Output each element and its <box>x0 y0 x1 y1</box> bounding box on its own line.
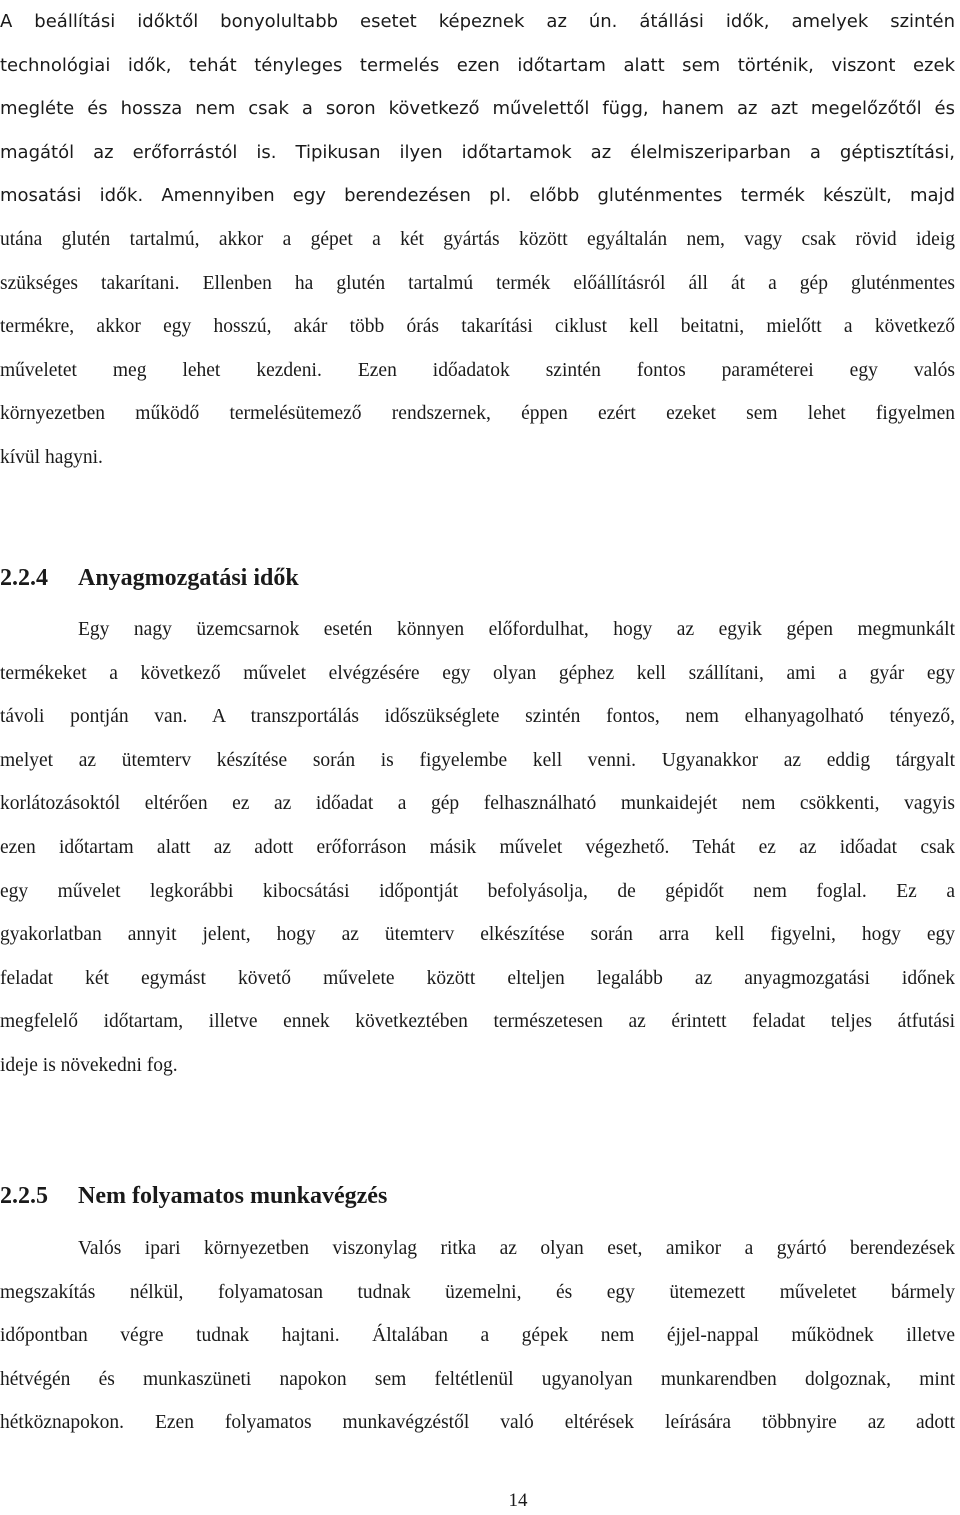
text-line: ideje is növekedni fog. <box>0 1054 178 1076</box>
text-line: utána glutén tartalmú, akkor a gépet a két gyártás között egyáltalán nem, vagy csak rövid ideig <box>0 228 955 250</box>
section-heading-non-continuous-work <box>0 1181 387 1211</box>
text-line: hétvégén és munkaszüneti napokon sem feltétlenül ugyanolyan munkarendben dolgoznak, mint <box>0 1368 955 1390</box>
section-number: 2.2.4 <box>0 565 48 591</box>
text-line: Valós ipari környezetben viszonylag ritka az olyan eset, amikor a gyártó berendezések <box>78 1238 955 1259</box>
text-line: időpontban végre tudnak hajtani. Általában a gépek nem éjjel-nappal működnek illetve <box>0 1325 955 1347</box>
section-title: Nem folyamatos munkavégzés <box>78 1183 388 1209</box>
text-line: korlátozásoktól eltérően ez az időadat a gép felhasználható munkaidejét nem csökkenti, vagyis <box>0 793 955 815</box>
paragraph-non-continuous-work <box>0 1227 955 1445</box>
text-line: Egy nagy üzemcsarnok esetén könnyen előfordulhat, hogy az egyik gépen megmunkált <box>78 619 955 640</box>
text-line: környezetben működő termelésütemező rendszernek, éppen ezért ezeket sem lehet figyelmen <box>0 403 955 425</box>
page-number: 14 <box>508 1490 528 1511</box>
text-line: megfelelő időtartam, illetve ennek következtében természetesen az érintett feladat teljes átfutási <box>0 1011 955 1033</box>
text-line: hétköznapokon. Ezen folyamatos munkavégzéstől való eltérések leírására többnyire az adott <box>0 1412 955 1434</box>
text-line: egy művelet legkorábbi kibocsátási időpontját befolyásolja, de gépidőt nem foglal. Ez a <box>0 880 955 902</box>
paragraph-material-handling-times <box>0 608 955 1088</box>
text-line: kívül hagyni. <box>0 446 103 468</box>
section-number: 2.2.5 <box>0 1183 48 1209</box>
text-line: ezen időtartam alatt az adott erőforráson másik művelet végezhető. Tehát ez az időadat csak <box>0 836 955 858</box>
text-line: mosatási idők. Amennyiben egy berendezésen pl. előbb gluténmentes termék készült, majd <box>0 185 955 207</box>
text-line: műveletet meg lehet kezdeni. Ezen időadatok szintén fontos paraméterei egy valós <box>0 359 955 381</box>
text-line: megléte és hossza nem csak a soron következő művelettől függ, hanem az azt megelőzőtől és <box>0 98 955 120</box>
paragraph-changeover-times <box>0 0 955 480</box>
text-line: távoli pontján van. A transzportálás időszükséglete szintén fontos, nem elhanyagolható tényező, <box>0 706 955 728</box>
section-title: Anyagmozgatási idők <box>78 565 299 591</box>
text-line: megszakítás nélkül, folyamatosan tudnak üzemelni, és egy ütemezett műveletet bármely <box>0 1281 955 1303</box>
text-line: magától az erőforrástól is. Tipikusan ilyen időtartamok az élelmiszeriparban a géptisztítási, <box>0 141 955 163</box>
text-line: szükséges takarítani. Ellenben ha glutén tartalmú termék előállításról áll át a gép gluténmentes <box>0 272 955 294</box>
text-line: A beállítási időktől bonyolultabb esetet képeznek az ún. átállási idők, amelyek szintén <box>0 11 955 32</box>
text-line: technológiai idők, tehát tényleges termelés ezen időtartam alatt sem történik, viszont ezek <box>0 54 955 76</box>
text-line: feladat két egymást követő művelete között elteljen legalább az anyagmozgatási időnek <box>0 967 955 989</box>
text-line: melyet az ütemterv készítése során is figyelembe kell venni. Ugyanakkor az eddig tárgyalt <box>0 749 955 771</box>
text-line: termékre, akkor egy hosszú, akár több órás takarítási ciklust kell beitatni, mielőtt a következő <box>0 316 955 338</box>
section-heading-material-handling <box>0 563 299 593</box>
text-line: gyakorlatban annyit jelent, hogy az ütemterv elkészítése során arra kell figyelni, hogy egy <box>0 924 955 946</box>
text-line: termékeket a következő művelet elvégzésére egy olyan géphez kell szállítani, ami a gyár egy <box>0 662 955 684</box>
